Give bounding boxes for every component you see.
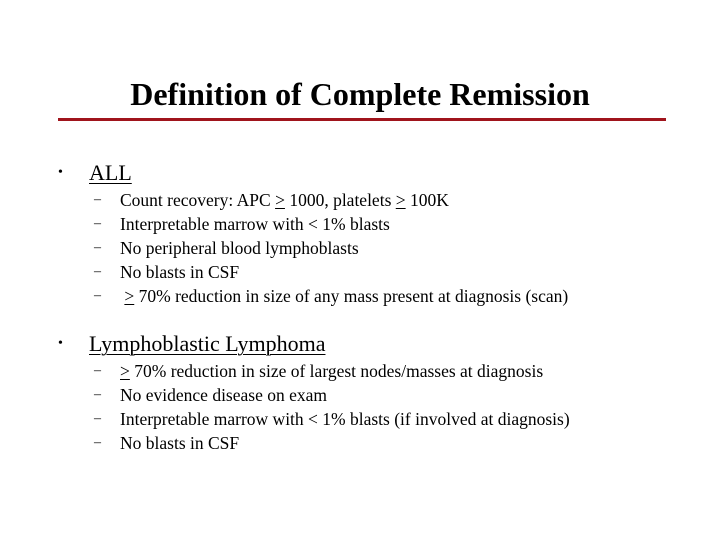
bullet-icon: • (58, 336, 63, 351)
section-heading: Lymphoblastic Lymphoma (89, 331, 326, 356)
bullet-icon: • (58, 165, 63, 180)
list-item (58, 212, 698, 236)
list-item-text: Interpretable marrow with < 1% blasts (if involved at diagnosis) (120, 409, 570, 429)
dash-icon: – (94, 192, 101, 207)
list-item-text: > 70% reduction in size of largest nodes/masses at diagnosis (120, 361, 544, 381)
section-heading-row (58, 158, 698, 188)
title-divider (58, 118, 666, 121)
list-item (58, 188, 698, 212)
list-item (58, 260, 698, 284)
list-item-text: Interpretable marrow with < 1% blasts (120, 214, 390, 234)
dash-icon: – (94, 387, 101, 402)
dash-icon: – (94, 435, 101, 450)
list-item-text: No blasts in CSF (120, 433, 240, 453)
list-item-text: No peripheral blood lymphoblasts (120, 238, 359, 258)
list-item (58, 236, 698, 260)
dash-icon: – (94, 264, 101, 279)
list-item-text: No evidence disease on exam (120, 385, 328, 405)
list-item (58, 407, 698, 431)
list-item-text: Count recovery: APC > 1000, platelets > 100K (120, 190, 449, 210)
section-heading-row (58, 329, 698, 359)
dash-icon: – (94, 363, 101, 378)
list-item-text: No blasts in CSF (120, 262, 240, 282)
slide-title: Definition of Complete Remission (130, 76, 590, 112)
section-lymphoblastic-lymphoma (58, 329, 698, 455)
list-item (58, 284, 698, 308)
list-item (58, 383, 698, 407)
section-heading: ALL (89, 160, 132, 185)
criteria-list (58, 188, 698, 308)
dash-icon: – (94, 411, 101, 426)
dash-icon: – (94, 216, 101, 231)
list-item (58, 431, 698, 455)
dash-icon: – (94, 240, 101, 255)
dash-icon: – (94, 288, 101, 303)
section-all (58, 158, 698, 308)
criteria-list (58, 359, 698, 455)
list-item (58, 359, 698, 383)
list-item-text: > 70% reduction in size of any mass present at diagnosis (scan) (124, 286, 569, 306)
